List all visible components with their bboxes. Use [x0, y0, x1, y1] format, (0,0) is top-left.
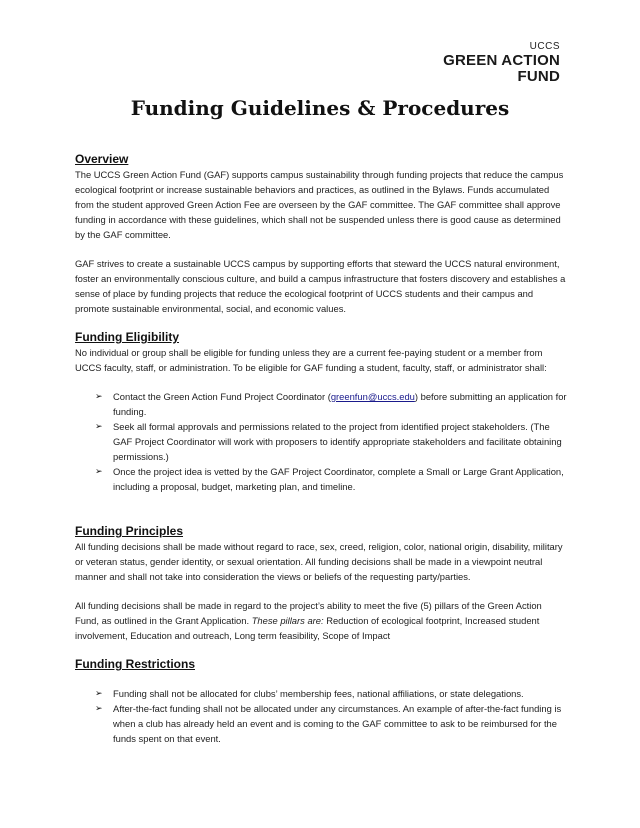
principles-p2-italic: These pillars are: — [251, 615, 324, 626]
logo-line-uccs: UCCS — [529, 41, 560, 52]
restrictions-list — [75, 686, 567, 746]
document-body — [75, 152, 567, 746]
overview-heading: Overview — [75, 152, 129, 166]
list-item — [95, 419, 567, 464]
eligibility-heading: Funding Eligibility — [75, 330, 179, 344]
overview-paragraph-2: GAF strives to create a sustainable UCCS campus by supporting efforts that steward the UCCS natural environment, foster an environmentally conscious culture, and build a campus infrastructure that fosters discovery and establishes a sense of place by funding projects that reduce the ecological footprint of UCCS students and their campus and promote sustainable environmental, social, and economic values. — [75, 258, 566, 314]
eligibility-item-1-post: ) before submitting an application for funding. — [113, 391, 567, 417]
arrow-bullet-icon: ➢ — [95, 688, 103, 698]
list-item — [95, 389, 567, 419]
arrow-bullet-icon: ➢ — [95, 466, 103, 476]
eligibility-list — [75, 389, 567, 494]
principles-heading: Funding Principles — [75, 524, 184, 538]
restriction-item-2: After-the-fact funding shall not be allocated under any circumstances. An example of after-the-fact funding is when a club has already held an event and is coming to the GAF committee to ask to be reimbursed for the funds spent on that event. — [113, 703, 562, 744]
eligibility-item-1-pre: Contact the Green Action Fund Project Coordinator ( — [113, 391, 331, 402]
principles-paragraph-2 — [75, 598, 567, 643]
arrow-bullet-icon: ➢ — [95, 391, 103, 401]
principles-paragraph-1: All funding decisions shall be made without regard to race, sex, creed, religion, color, national origin, disability, military or veteran status, gender identity, or sexual orientation. All funding decisions shall be made in a viewpoint neutral manner and shall not take into consideration the views or beliefs of the requesting party/parties. — [75, 541, 563, 582]
eligibility-paragraph: No individual or group shall be eligible for funding unless they are a current fee-paying student or a member from UCCS faculty, staff, or administration. To be eligible for GAF funding a student, faculty, staff, or administrator shall: — [75, 347, 547, 373]
list-item — [95, 701, 567, 746]
eligibility-item-3: Once the project idea is vetted by the GAF Project Coordinator, complete a Small or Large Grant Application, including a proposal, budget, marketing plan, and timeline. — [113, 466, 564, 492]
restrictions-heading: Funding Restrictions — [75, 657, 195, 671]
principles-p2-post: Reduction of ecological footprint, Increased student involvement, Education and outreach, Long term feasibility, Scope of Impact — [75, 615, 540, 641]
arrow-bullet-icon: ➢ — [95, 421, 103, 431]
logo-line-fund: FUND — [517, 68, 560, 85]
eligibility-item-2: Seek all formal approvals and permissions related to the project from identified project stakeholders. (The GAF Project Coordinator will work with proposers to identify appropriate stakeholders and facilitate obtaining permissions.) — [113, 421, 562, 462]
logo-line-green-action: GREEN ACTION — [443, 52, 560, 69]
gaf-logo — [443, 42, 560, 84]
page-title: Funding Guidelines & Procedures — [130, 96, 510, 120]
coordinator-email-link[interactable]: greenfun@uccs.edu — [330, 391, 415, 402]
principles-p2-pre: All funding decisions shall be made in regard to the project’s ability to meet the five (5) pillars of the Green Action Fund, as outlined in the Grant Application. — [75, 600, 542, 626]
restriction-item-1: Funding shall not be allocated for clubs’ membership fees, national affiliations, or state delegations. — [113, 688, 524, 699]
list-item — [95, 686, 567, 701]
list-item — [95, 464, 567, 494]
overview-paragraph-1: The UCCS Green Action Fund (GAF) supports campus sustainability through funding projects that reduce the campus ecological footprint or increase sustainable behaviors and practices, as outlined in the Bylaws. Funds accumulated from the student approved Green Action Fee are overseen by the GAF committee. The GAF committee shall approve funding in accordance with these guidelines, which shall not be suspended unless there is good cause as determined by the GAF committee. — [75, 169, 564, 240]
arrow-bullet-icon: ➢ — [95, 703, 103, 713]
